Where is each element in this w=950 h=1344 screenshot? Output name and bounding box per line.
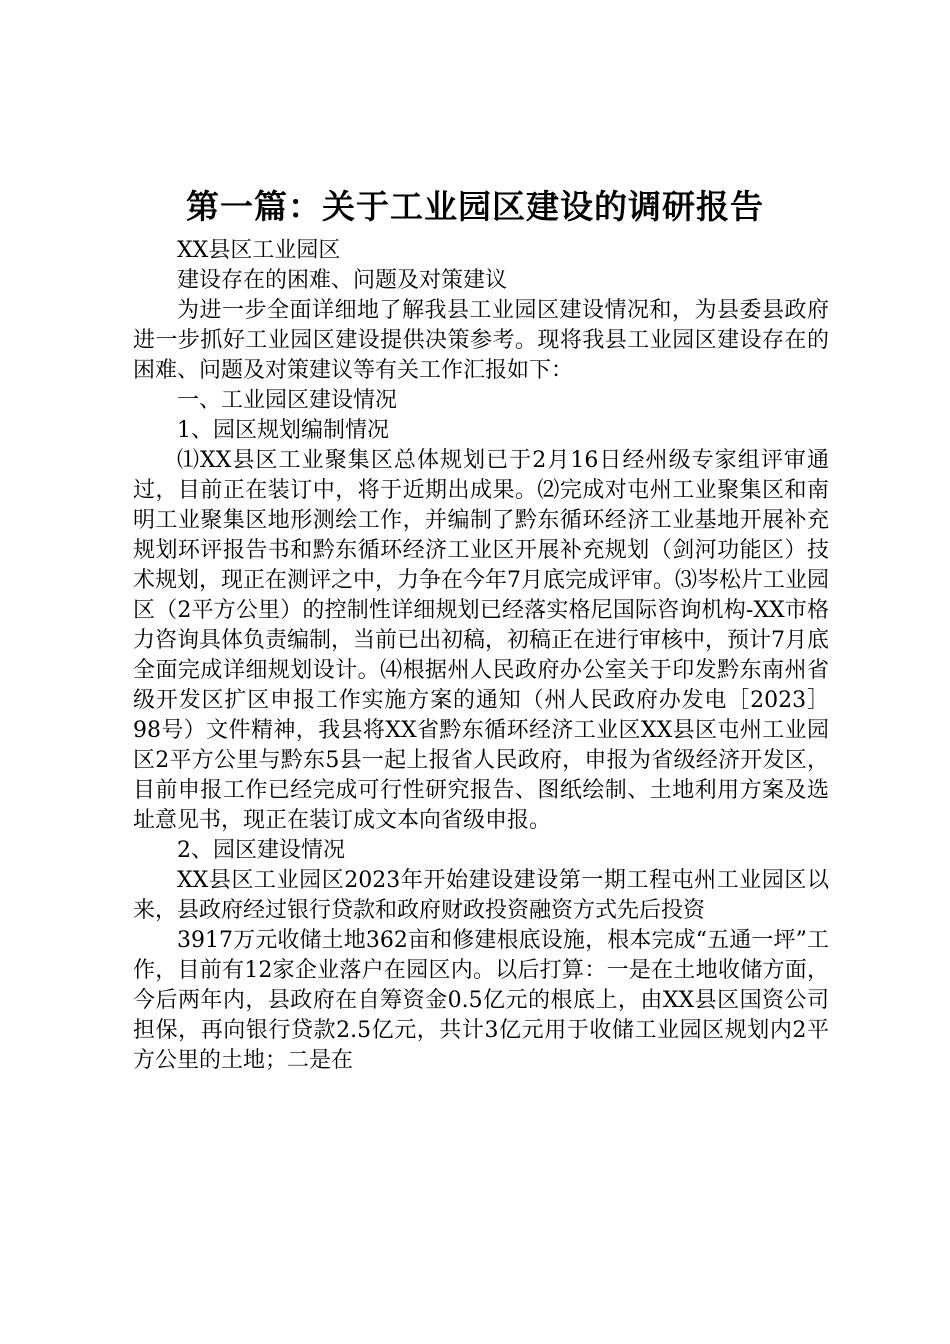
paragraph-construction: XX县区工业园区2023年开始建设建设第一期工程屯州工业园区以来，县政府经过银行贷款和政府财政投资融资方式先后投资 bbox=[133, 868, 829, 923]
document-title: 第一篇：关于工业园区建设的调研报告 bbox=[186, 187, 764, 226]
document-body bbox=[133, 236, 829, 1076]
subsection-heading-1: 1、园区规划编制情况 bbox=[177, 418, 389, 443]
section-heading-1: 一、工业园区建设情况 bbox=[177, 388, 398, 413]
subsection-heading-2: 2、园区建设情况 bbox=[177, 838, 345, 863]
paragraph-subtitle-2: 建设存在的困难、问题及对策建议 bbox=[177, 268, 508, 293]
paragraph-investment: 3917万元收储土地362亩和修建根底设施，根本完成“五通一坪”工作，目前有12家企业落户在园区内。以后打算：一是在土地收储方面，今后两年内，县政府在自筹资金0.5亿元的根底上，由XX县区国资公司担保，再向银行贷款2.5亿元，共计3亿元用于收储工业园区规划内2平方公里的土地；二是在 bbox=[133, 928, 829, 1073]
paragraph-planning: ⑴XX县区工业聚集区总体规划已于2月16日经州级专家组评审通过，目前正在装订中，将于近期出成果。⑵完成对屯州工业聚集区和南明工业聚集区地形测绘工作，并编制了黔东循环经济工业基地开展补充规划环评报告书和黔东循环经济工业区开展补充规划（剑河功能区）技术规划，现正在测评之中，力争在今年7月底完成评审。⑶岑松片工业园区（2平方公里）的控制性详细规划已经落实格尼国际咨询机构-XX市格力咨询具体负责编制，当前已出初稿，初稿正在进行审核中，预计7月底全面完成详细规划设计。⑷根据州人民政府办公室关于印发黔东南州省级开发区扩区申报工作实施方案的通知（州人民政府办发电［2023］98号）文件精神，我县将XX省黔东循环经济工业区XX县区屯州工业园区2平方公里与黔东5县一起上报省人民政府，申报为省级经济开发区，目前申报工作已经完成可行性研究报告、图纸绘制、土地利用方案及选址意见书，现正在装订成文本向省级申报。 bbox=[133, 448, 829, 833]
paragraph-intro: 为进一步全面详细地了解我县工业园区建设情况和，为县委县政府进一步抓好工业园区建设提供决策参考。现将我县工业园区建设存在的困难、问题及对策建议等有关工作汇报如下： bbox=[133, 298, 829, 383]
paragraph-subtitle-1: XX县区工业园区 bbox=[177, 238, 341, 263]
